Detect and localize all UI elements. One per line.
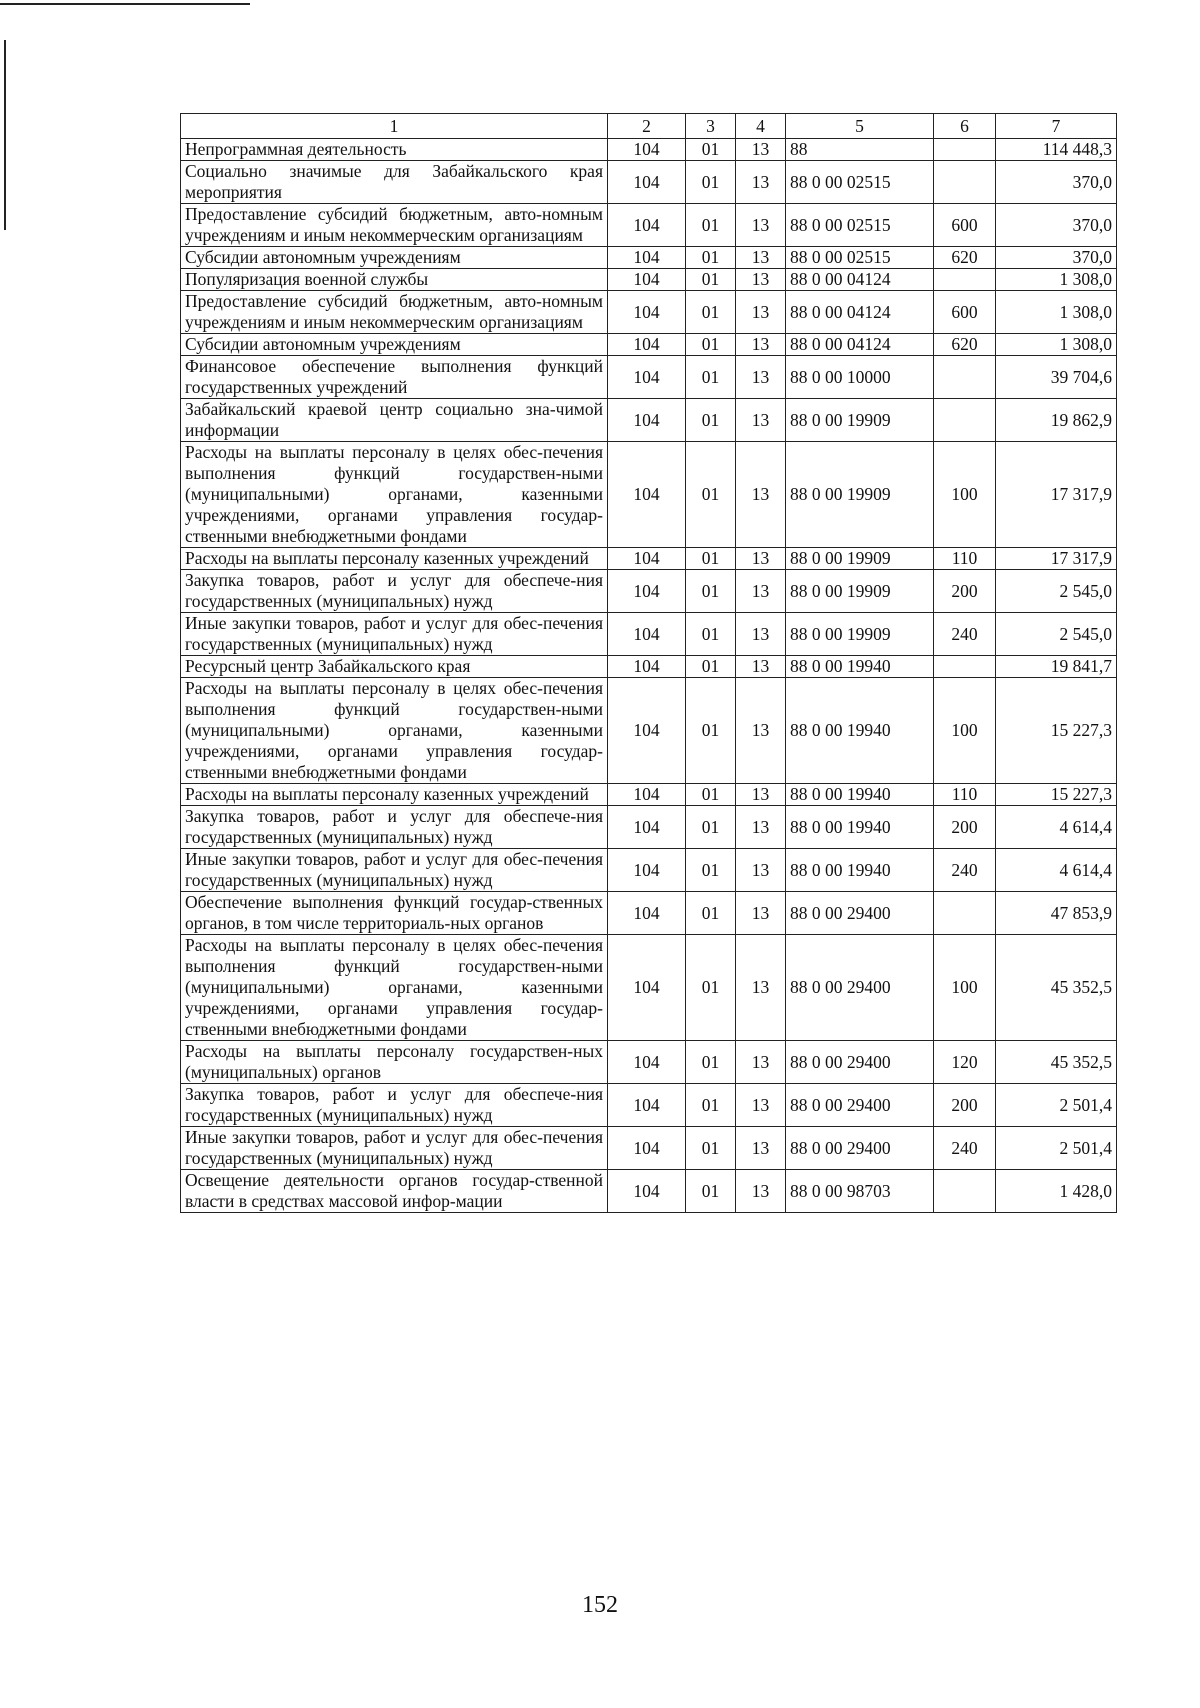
rzd-code-cell: 104 (608, 204, 686, 247)
rzd-code-cell: 104 (608, 1041, 686, 1084)
table-row (181, 570, 1117, 613)
target-article-cell: 88 (786, 139, 934, 161)
section-code-cell: 01 (686, 334, 736, 356)
expense-type-cell: 120 (934, 1041, 996, 1084)
section-code-cell: 01 (686, 269, 736, 291)
rzd-code-cell: 104 (608, 291, 686, 334)
target-article-cell: 88 0 00 02515 (786, 161, 934, 204)
table-row (181, 656, 1117, 678)
table-header-row (181, 114, 1117, 139)
section-code-cell: 01 (686, 678, 736, 784)
section-code-cell: 01 (686, 849, 736, 892)
row-name-cell: Расходы на выплаты персоналу казенных учреждений (181, 784, 608, 806)
subsection-code-cell: 13 (736, 1127, 786, 1170)
amount-cell: 1 308,0 (996, 269, 1117, 291)
table-row (181, 1127, 1117, 1170)
column-header: 2 (608, 114, 686, 139)
table-row (181, 291, 1117, 334)
amount-cell: 2 545,0 (996, 570, 1117, 613)
row-name-cell: Забайкальский краевой центр социально зна-чимой информации (181, 399, 608, 442)
table-row (181, 1084, 1117, 1127)
target-article-cell: 88 0 00 29400 (786, 1041, 934, 1084)
expense-type-cell: 100 (934, 935, 996, 1041)
section-code-cell: 01 (686, 548, 736, 570)
rzd-code-cell: 104 (608, 849, 686, 892)
amount-cell: 4 614,4 (996, 806, 1117, 849)
expense-type-cell: 600 (934, 204, 996, 247)
rzd-code-cell: 104 (608, 678, 686, 784)
table-row (181, 548, 1117, 570)
section-code-cell: 01 (686, 247, 736, 269)
amount-cell: 370,0 (996, 204, 1117, 247)
subsection-code-cell: 13 (736, 247, 786, 269)
target-article-cell: 88 0 00 29400 (786, 1127, 934, 1170)
amount-cell: 19 862,9 (996, 399, 1117, 442)
section-code-cell: 01 (686, 356, 736, 399)
target-article-cell: 88 0 00 19940 (786, 784, 934, 806)
target-article-cell: 88 0 00 19909 (786, 399, 934, 442)
subsection-code-cell: 13 (736, 291, 786, 334)
subsection-code-cell: 13 (736, 269, 786, 291)
table-body (181, 139, 1117, 1213)
subsection-code-cell: 13 (736, 161, 786, 204)
table-row (181, 139, 1117, 161)
rzd-code-cell: 104 (608, 399, 686, 442)
rzd-code-cell: 104 (608, 247, 686, 269)
amount-cell: 1 308,0 (996, 291, 1117, 334)
section-code-cell: 01 (686, 1127, 736, 1170)
table-row (181, 356, 1117, 399)
amount-cell: 45 352,5 (996, 1041, 1117, 1084)
section-code-cell: 01 (686, 139, 736, 161)
rzd-code-cell: 104 (608, 442, 686, 548)
subsection-code-cell: 13 (736, 1041, 786, 1084)
budget-table (180, 113, 1117, 1213)
table-row (181, 399, 1117, 442)
row-name-cell: Ресурсный центр Забайкальского края (181, 656, 608, 678)
table-row (181, 1041, 1117, 1084)
row-name-cell: Популяризация военной службы (181, 269, 608, 291)
subsection-code-cell: 13 (736, 1170, 786, 1213)
row-name-cell: Расходы на выплаты персоналу государствен-ных (муниципальных) органов (181, 1041, 608, 1084)
expense-type-cell: 600 (934, 291, 996, 334)
subsection-code-cell: 13 (736, 399, 786, 442)
row-name-cell: Субсидии автономным учреждениям (181, 247, 608, 269)
table-row (181, 334, 1117, 356)
amount-cell: 17 317,9 (996, 548, 1117, 570)
amount-cell: 370,0 (996, 247, 1117, 269)
section-code-cell: 01 (686, 161, 736, 204)
subsection-code-cell: 13 (736, 784, 786, 806)
target-article-cell: 88 0 00 02515 (786, 247, 934, 269)
row-name-cell: Предоставление субсидий бюджетным, авто-номным учреждениям и иным некоммерческим организациям (181, 204, 608, 247)
rzd-code-cell: 104 (608, 935, 686, 1041)
rzd-code-cell: 104 (608, 356, 686, 399)
expense-type-cell: 240 (934, 1127, 996, 1170)
section-code-cell: 01 (686, 613, 736, 656)
page-number: 152 (582, 1592, 618, 1618)
section-code-cell: 01 (686, 291, 736, 334)
table-row (181, 204, 1117, 247)
subsection-code-cell: 13 (736, 892, 786, 935)
expense-type-cell (934, 1170, 996, 1213)
target-article-cell: 88 0 00 19940 (786, 806, 934, 849)
row-name-cell: Социально значимые для Забайкальского края мероприятия (181, 161, 608, 204)
amount-cell: 1 308,0 (996, 334, 1117, 356)
subsection-code-cell: 13 (736, 356, 786, 399)
row-name-cell: Расходы на выплаты персоналу в целях обес-печения выполнения функций государствен-ными (муниципальными) органами, казенными учреждениями, органами управления государ-ственными внебюджетными фондами (181, 442, 608, 548)
amount-cell: 2 501,4 (996, 1127, 1117, 1170)
row-name-cell: Обеспечение выполнения функций государ-ственных органов, в том числе территориаль-ных органов (181, 892, 608, 935)
section-code-cell: 01 (686, 1170, 736, 1213)
table-row (181, 442, 1117, 548)
expense-type-cell: 200 (934, 1084, 996, 1127)
table-row (181, 806, 1117, 849)
amount-cell: 47 853,9 (996, 892, 1117, 935)
row-name-cell: Субсидии автономным учреждениям (181, 334, 608, 356)
table-row (181, 849, 1117, 892)
target-article-cell: 88 0 00 04124 (786, 291, 934, 334)
section-code-cell: 01 (686, 784, 736, 806)
rzd-code-cell: 104 (608, 1170, 686, 1213)
rzd-code-cell: 104 (608, 269, 686, 291)
target-article-cell: 88 0 00 02515 (786, 204, 934, 247)
table-row (181, 784, 1117, 806)
column-header: 7 (996, 114, 1117, 139)
amount-cell: 15 227,3 (996, 784, 1117, 806)
expense-type-cell: 100 (934, 678, 996, 784)
rzd-code-cell: 104 (608, 139, 686, 161)
scan-edge-line (4, 40, 6, 230)
amount-cell: 1 428,0 (996, 1170, 1117, 1213)
row-name-cell: Иные закупки товаров, работ и услуг для обес-печения государственных (муниципальных) нужд (181, 849, 608, 892)
target-article-cell: 88 0 00 29400 (786, 935, 934, 1041)
column-header: 4 (736, 114, 786, 139)
row-name-cell: Расходы на выплаты персоналу в целях обес-печения выполнения функций государствен-ными (муниципальными) органами, казенными учреждениями, органами управления государ-ственными внебюджетными фондами (181, 678, 608, 784)
expense-type-cell: 110 (934, 784, 996, 806)
rzd-code-cell: 104 (608, 1127, 686, 1170)
subsection-code-cell: 13 (736, 678, 786, 784)
subsection-code-cell: 13 (736, 849, 786, 892)
subsection-code-cell: 13 (736, 570, 786, 613)
amount-cell: 2 545,0 (996, 613, 1117, 656)
row-name-cell: Закупка товаров, работ и услуг для обеспече-ния государственных (муниципальных) нужд (181, 1084, 608, 1127)
rzd-code-cell: 104 (608, 613, 686, 656)
target-article-cell: 88 0 00 19909 (786, 613, 934, 656)
target-article-cell: 88 0 00 19940 (786, 849, 934, 892)
table-row (181, 935, 1117, 1041)
amount-cell: 17 317,9 (996, 442, 1117, 548)
section-code-cell: 01 (686, 1041, 736, 1084)
section-code-cell: 01 (686, 204, 736, 247)
column-header: 3 (686, 114, 736, 139)
rzd-code-cell: 104 (608, 656, 686, 678)
table-row (181, 613, 1117, 656)
section-code-cell: 01 (686, 806, 736, 849)
section-code-cell: 01 (686, 892, 736, 935)
rzd-code-cell: 104 (608, 161, 686, 204)
target-article-cell: 88 0 00 19909 (786, 548, 934, 570)
rzd-code-cell: 104 (608, 784, 686, 806)
subsection-code-cell: 13 (736, 442, 786, 548)
subsection-code-cell: 13 (736, 548, 786, 570)
expense-type-cell: 100 (934, 442, 996, 548)
subsection-code-cell: 13 (736, 613, 786, 656)
target-article-cell: 88 0 00 98703 (786, 1170, 934, 1213)
amount-cell: 114 448,3 (996, 139, 1117, 161)
amount-cell: 2 501,4 (996, 1084, 1117, 1127)
table-row (181, 892, 1117, 935)
section-code-cell: 01 (686, 935, 736, 1041)
table-row (181, 161, 1117, 204)
subsection-code-cell: 13 (736, 334, 786, 356)
expense-type-cell (934, 139, 996, 161)
subsection-code-cell: 13 (736, 204, 786, 247)
column-header: 1 (181, 114, 608, 139)
subsection-code-cell: 13 (736, 1084, 786, 1127)
target-article-cell: 88 0 00 29400 (786, 1084, 934, 1127)
expense-type-cell: 240 (934, 849, 996, 892)
table-row (181, 269, 1117, 291)
expense-type-cell: 240 (934, 613, 996, 656)
rzd-code-cell: 104 (608, 892, 686, 935)
expense-type-cell (934, 892, 996, 935)
row-name-cell: Закупка товаров, работ и услуг для обеспече-ния государственных (муниципальных) нужд (181, 570, 608, 613)
expense-type-cell: 620 (934, 334, 996, 356)
subsection-code-cell: 13 (736, 935, 786, 1041)
amount-cell: 4 614,4 (996, 849, 1117, 892)
expense-type-cell: 200 (934, 570, 996, 613)
amount-cell: 15 227,3 (996, 678, 1117, 784)
subsection-code-cell: 13 (736, 806, 786, 849)
table-row (181, 1170, 1117, 1213)
rzd-code-cell: 104 (608, 548, 686, 570)
subsection-code-cell: 13 (736, 656, 786, 678)
target-article-cell: 88 0 00 19940 (786, 656, 934, 678)
target-article-cell: 88 0 00 29400 (786, 892, 934, 935)
target-article-cell: 88 0 00 04124 (786, 334, 934, 356)
amount-cell: 45 352,5 (996, 935, 1117, 1041)
column-header: 6 (934, 114, 996, 139)
target-article-cell: 88 0 00 19940 (786, 678, 934, 784)
row-name-cell: Освещение деятельности органов государ-ственной власти в средствах массовой инфор-мации (181, 1170, 608, 1213)
amount-cell: 19 841,7 (996, 656, 1117, 678)
section-code-cell: 01 (686, 1084, 736, 1127)
table-row (181, 678, 1117, 784)
section-code-cell: 01 (686, 399, 736, 442)
expense-type-cell (934, 269, 996, 291)
row-name-cell: Непрограммная деятельность (181, 139, 608, 161)
amount-cell: 370,0 (996, 161, 1117, 204)
amount-cell: 39 704,6 (996, 356, 1117, 399)
rzd-code-cell: 104 (608, 570, 686, 613)
table-row (181, 247, 1117, 269)
section-code-cell: 01 (686, 570, 736, 613)
expense-type-cell (934, 399, 996, 442)
subsection-code-cell: 13 (736, 139, 786, 161)
expense-type-cell (934, 656, 996, 678)
section-code-cell: 01 (686, 656, 736, 678)
expense-type-cell: 110 (934, 548, 996, 570)
row-name-cell: Расходы на выплаты персоналу казенных учреждений (181, 548, 608, 570)
expense-type-cell: 200 (934, 806, 996, 849)
rzd-code-cell: 104 (608, 334, 686, 356)
target-article-cell: 88 0 00 19909 (786, 570, 934, 613)
row-name-cell: Закупка товаров, работ и услуг для обеспече-ния государственных (муниципальных) нужд (181, 806, 608, 849)
target-article-cell: 88 0 00 04124 (786, 269, 934, 291)
expense-type-cell: 620 (934, 247, 996, 269)
section-code-cell: 01 (686, 442, 736, 548)
expense-type-cell (934, 161, 996, 204)
target-article-cell: 88 0 00 10000 (786, 356, 934, 399)
rzd-code-cell: 104 (608, 806, 686, 849)
expense-type-cell (934, 356, 996, 399)
rzd-code-cell: 104 (608, 1084, 686, 1127)
scan-edge-line (0, 3, 250, 5)
row-name-cell: Финансовое обеспечение выполнения функций государственных учреждений (181, 356, 608, 399)
column-header: 5 (786, 114, 934, 139)
row-name-cell: Расходы на выплаты персоналу в целях обес-печения выполнения функций государствен-ными (муниципальными) органами, казенными учреждениями, органами управления государ-ственными внебюджетными фондами (181, 935, 608, 1041)
target-article-cell: 88 0 00 19909 (786, 442, 934, 548)
row-name-cell: Иные закупки товаров, работ и услуг для обес-печения государственных (муниципальных) нужд (181, 613, 608, 656)
row-name-cell: Предоставление субсидий бюджетным, авто-номным учреждениям и иным некоммерческим организациям (181, 291, 608, 334)
row-name-cell: Иные закупки товаров, работ и услуг для обес-печения государственных (муниципальных) нужд (181, 1127, 608, 1170)
